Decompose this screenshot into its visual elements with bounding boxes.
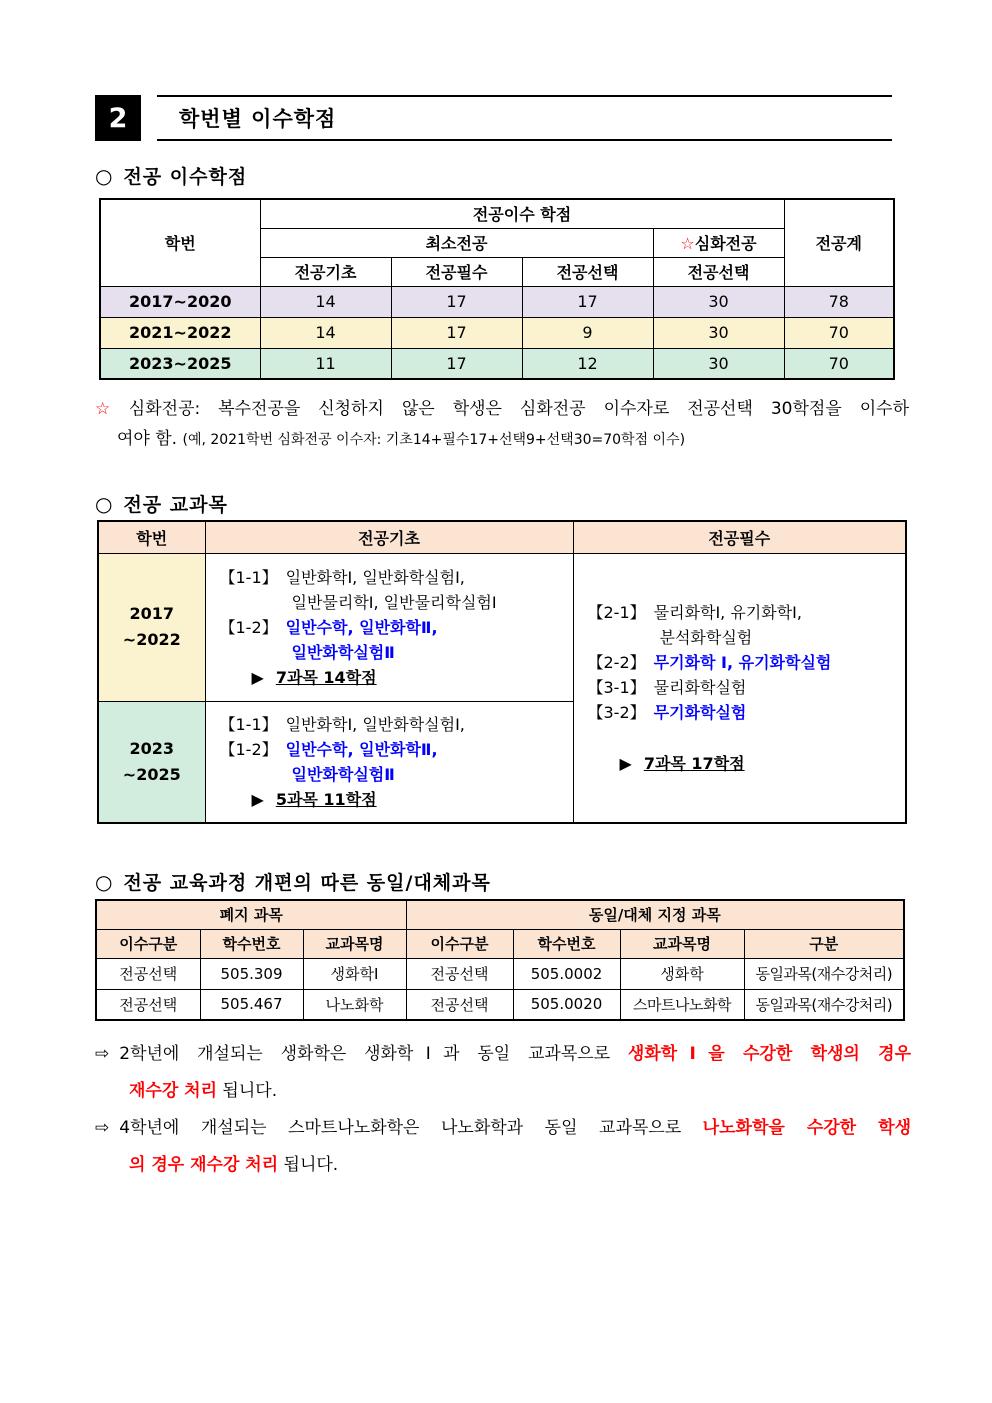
col-header: 구분 [744,929,904,958]
pilsu-courses [573,553,906,823]
course-text: 물리화학Ⅰ, 유기화학Ⅰ, [653,602,802,622]
year-line: ~2025 [122,764,181,784]
note-text: 됩니다. [217,1081,278,1101]
col-header: 이수구분 [406,929,513,958]
subcol-seontaek: 전공선택 [522,257,653,286]
footnote-line1-text: 심화전공: 복수전공을 신청하지 않은 학생은 심화전공 이수자로 전공선택 30학점을 이수하 [128,399,909,419]
cell-seontaek: 12 [522,348,653,379]
arrow-bullet-icon: ⇨ [95,1118,110,1138]
years-cell-2017 [98,553,205,701]
heading-courses-label: 전공 교과목 [123,494,228,516]
footnote-line1 [95,394,909,424]
course-text-new: 일반수학, 일반화학Ⅱ, [285,617,438,637]
credits-table [99,198,895,380]
col-header-total: 전공계 [784,199,894,286]
cell: 전공선택 [96,989,200,1020]
footnote-line2 [95,424,909,455]
cell: 생화학 [620,958,744,989]
circle-bullet-icon: ○ [95,164,114,188]
course-text-new: 일반수학, 일반화학Ⅱ, [285,739,438,759]
summary-line [220,665,565,690]
cell: 생화학Ⅰ [303,958,406,989]
heading-courses [95,490,228,517]
triangle-marker-icon: ▶ [251,789,264,809]
triangle-marker-icon: ▶ [251,667,264,687]
course-text-new: 무기화학 I, 유기화학실험 [653,652,832,672]
table-row [100,317,894,348]
cell-pilsu: 17 [391,317,522,348]
col-header-deep-major [653,228,784,257]
cell: 동일과목(재수강처리) [744,989,904,1020]
course-text: 물리화학실험 [653,677,747,697]
course-line [588,650,898,675]
note-text-warning: 생화학Ⅰ을 수강한 학생의 경우 [627,1044,911,1064]
course-line [588,600,898,625]
course-text: 분석화학실험 [659,627,753,647]
footnote-example: (예, 2021학번 심화전공 이수자: 기초14+필수17+선택9+선택30=70학점 이수) [182,432,686,448]
section-number-badge: 2 [95,95,141,141]
col-header: 교과목명 [620,929,744,958]
summary-text: 7과목 14학점 [275,667,377,687]
course-line [588,700,898,725]
note-line [95,1110,911,1147]
cell: 동일과목(재수강처리) [744,958,904,989]
circle-bullet-icon: ○ [95,492,114,516]
note-item [95,1110,911,1184]
cell: 505.467 [200,989,303,1020]
course-line [220,590,565,615]
table-row [100,286,894,317]
cell-seontaek: 17 [522,286,653,317]
course-line [588,675,898,700]
row-years: 2021~2022 [100,317,260,348]
course-line [220,565,565,590]
note-line [95,1036,911,1073]
subcol-pilsu: 전공필수 [391,257,522,286]
summary-text: 5과목 11학점 [275,789,377,809]
courses-table [97,520,907,824]
semester-marker: 【2-2】 [587,652,646,672]
cell-total: 70 [784,348,894,379]
row-years: 2017~2020 [100,286,260,317]
subcol-gicho: 전공기초 [260,257,391,286]
course-text-new: 무기화학실험 [653,702,747,722]
table-row [98,553,906,701]
col-header-pilsu: 전공필수 [573,521,906,553]
gicho-courses-2017 [205,553,573,701]
year-line: ~2022 [122,630,181,649]
cell-gicho: 14 [260,286,391,317]
cell: 전공선택 [406,958,513,989]
years-cell-2023 [98,701,205,823]
cell-pilsu: 17 [391,286,522,317]
note-line [95,1147,911,1184]
note-text-warning: 의 경우 재수강 처리 [129,1155,279,1175]
cell-total: 70 [784,317,894,348]
note-line [95,1073,911,1110]
semester-marker: 【1-2】 [219,617,278,637]
cell-gicho: 14 [260,317,391,348]
col-header-hakbeon: 학번 [98,521,205,553]
note-text-warning: 나노화학을 수강한 학생 [702,1118,911,1138]
cell-deep-seontaek: 30 [653,317,784,348]
arrow-bullet-icon: ⇨ [95,1044,110,1064]
table-row [96,989,904,1020]
course-text-new: 일반화학실험Ⅱ [291,642,395,662]
heading-equiv [95,868,491,895]
note-text-warning: 재수강 처리 [129,1081,218,1101]
equiv-table [95,899,905,1021]
cell: 505.309 [200,958,303,989]
deep-major-footnote [95,394,909,455]
col-header: 학수번호 [200,929,303,958]
heading-credits-label: 전공 이수학점 [123,166,248,188]
star-icon: ☆ [95,399,123,419]
summary-line [588,751,898,776]
cell-deep-seontaek: 30 [653,348,784,379]
course-text: 일반화학Ⅰ, 일반화학실험Ⅰ, [285,567,465,587]
course-text-new: 일반화학실험Ⅱ [291,764,395,784]
heading-equiv-label: 전공 교육과정 개편의 따른 동일/대체과목 [123,872,491,894]
course-line [588,625,898,650]
gicho-courses-2023 [205,701,573,823]
col-header-major-credits: 전공이수 학점 [260,199,784,228]
summary-text: 7과목 17학점 [643,753,745,773]
cell-seontaek: 9 [522,317,653,348]
semester-marker: 【1-1】 [219,714,278,734]
note-text: 4학년에 개설되는 스마트나노화학은 나노화학과 동일 교과목으로 [119,1118,703,1138]
row-years: 2023~2025 [100,348,260,379]
deep-major-label: 심화전공 [694,234,757,253]
star-icon: ☆ [680,234,695,253]
note-text: 2학년에 개설되는 생화학은 생화학Ⅰ과 동일 교과목으로 [119,1044,628,1064]
year-line: 2017 [129,604,175,623]
year-line: 2023 [129,738,175,758]
cell: 전공선택 [96,958,200,989]
semester-marker: 【1-1】 [219,567,278,587]
cell: 전공선택 [406,989,513,1020]
note-text: 됩니다. [278,1155,339,1175]
cell: 505.0020 [513,989,620,1020]
semester-marker: 【3-2】 [587,702,646,722]
course-line [220,737,565,762]
cell: 스마트나노화학 [620,989,744,1020]
course-text: 일반물리학Ⅰ, 일반물리학실험Ⅰ [291,592,497,612]
circle-bullet-icon: ○ [95,870,114,894]
group-header-abolished: 폐지 과목 [96,900,406,929]
col-header: 이수구분 [96,929,200,958]
col-header: 교과목명 [303,929,406,958]
course-text: 일반화학Ⅰ, 일반화학실험Ⅰ, [285,714,465,734]
table-row [100,348,894,379]
table-row [96,958,904,989]
col-header-gicho: 전공기초 [205,521,573,553]
col-header-min-major: 최소전공 [260,228,653,257]
col-header: 학수번호 [513,929,620,958]
cell-pilsu: 17 [391,348,522,379]
subcol-deep-seontaek: 전공선택 [653,257,784,286]
semester-marker: 【2-1】 [587,602,646,622]
cell-total: 78 [784,286,894,317]
course-line [220,640,565,665]
course-line [220,712,565,737]
section-header [95,95,892,141]
cell-deep-seontaek: 30 [653,286,784,317]
retake-notes [95,1036,911,1184]
note-item [95,1036,911,1110]
heading-credits [95,162,247,189]
course-line [220,615,565,640]
triangle-marker-icon: ▶ [619,753,632,773]
cell-gicho: 11 [260,348,391,379]
cell: 나노화학 [303,989,406,1020]
group-header-equivalent: 동일/대체 지정 과목 [406,900,904,929]
course-line [220,762,565,787]
semester-marker: 【3-1】 [587,677,646,697]
page-title: 학번별 이수학점 [157,95,892,141]
semester-marker: 【1-2】 [219,739,278,759]
summary-line [220,787,565,812]
cell: 505.0002 [513,958,620,989]
col-header-hakbeon: 학번 [100,199,260,286]
footnote-line2-text: 여야 함. [117,429,178,449]
